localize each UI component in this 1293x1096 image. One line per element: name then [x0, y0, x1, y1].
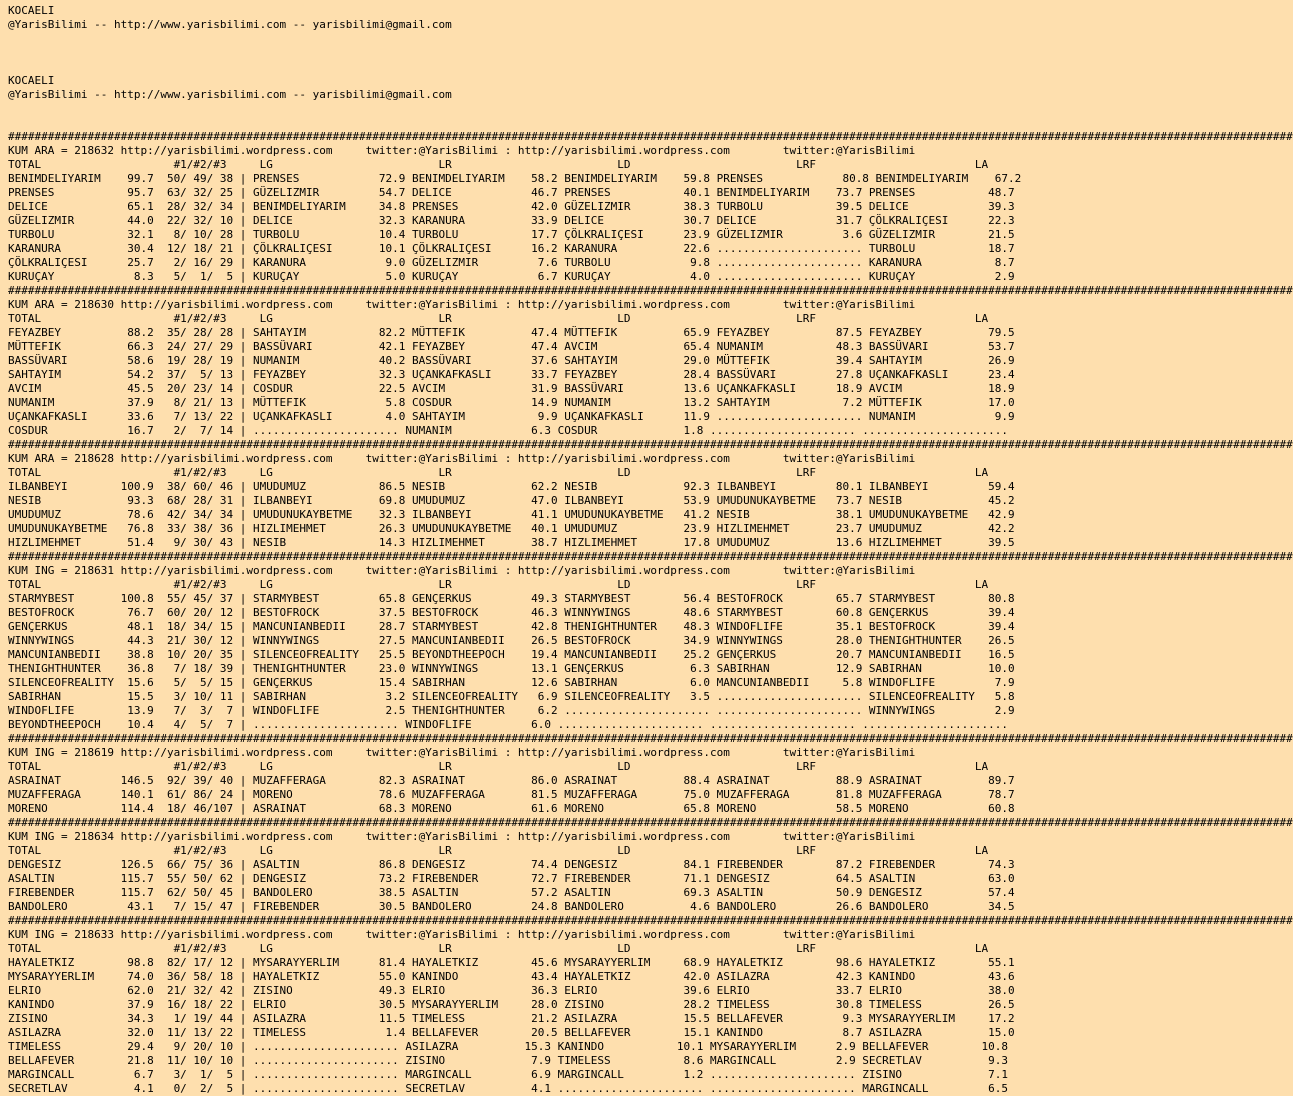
separator-line: ##################################################################################################################################################################################################: [8, 732, 1293, 745]
table-row: BANDOLERO 43.1 7/ 15/ 47 | FIREBENDER 30.5 BANDOLERO 24.8 BANDOLERO 4.6 BANDOLERO 26.6 BANDOLERO 34.5: [8, 900, 1015, 913]
text-line: KOCAELI: [8, 74, 55, 87]
table-row: FIREBENDER 115.7 62/ 50/ 45 | BANDOLERO 38.5 ASALTIN 57.2 ASALTIN 69.3 ASALTIN 50.9 DENGESIZ 57.4: [8, 886, 1015, 899]
column-header-line: TOTAL #1/#2/#3 LG LR LD LRF LA: [8, 578, 989, 591]
text-line: [8, 32, 1293, 46]
separator-line: ##################################################################################################################################################################################################: [8, 438, 1293, 451]
table-row: ILBANBEYI 100.9 38/ 60/ 46 | UMUDUMUZ 86.5 NESIB 62.2 NESIB 92.3 ILBANBEYI 80.1 ILBANBEYI 59.4: [8, 480, 1015, 493]
table-row: PRENSES 95.7 63/ 32/ 25 | GÜZELIZMIR 54.7 DELICE 46.7 PRENSES 40.1 BENIMDELIYARIM 73.7 PRENSES 48.7: [8, 186, 1015, 199]
table-row: MORENO 114.4 18/ 46/107 | ASRAINAT 68.3 MORENO 61.6 MORENO 65.8 MORENO 58.5 MORENO 60.8: [8, 802, 1015, 815]
table-row: FEYAZBEY 88.2 35/ 28/ 28 | SAHTAYIM 82.2 MÜTTEFIK 47.4 MÜTTEFIK 65.9 FEYAZBEY 87.5 FEYAZBEY 79.5: [8, 326, 1015, 339]
report-header: [8, 4, 1293, 130]
table-row: STARMYBEST 100.8 55/ 45/ 37 | STARMYBEST 65.8 GENÇERKUS 49.3 STARMYBEST 56.4 BESTOFROCK 65.7 STARMYBEST 80.8: [8, 592, 1015, 605]
table-row: TIMELESS 29.4 9/ 20/ 10 | ...................... ASILAZRA 15.3 KANINDO 10.1 MYSARAYYERLIM 2.9 BELLAFEVER 10.8: [8, 1040, 1009, 1053]
table-row: UMUDUMUZ 78.6 42/ 34/ 34 | UMUDUNUKAYBETME 32.3 ILBANBEYI 41.1 UMUDUNUKAYBETME 41.2 NESIB 38.1 UMUDUNUKAYBETME 42.9: [8, 508, 1015, 521]
table-row: GENÇERKUS 48.1 18/ 34/ 15 | MANCUNIANBEDII 28.7 STARMYBEST 42.8 THENIGHTHUNTER 48.3 WINDOFLIFE 35.1 BESTOFROCK 39.4: [8, 620, 1015, 633]
table-row: SAHTAYIM 54.2 37/ 5/ 13 | FEYAZBEY 32.3 UÇANKAFKASLI 33.7 FEYAZBEY 28.4 BASSÜVARI 27.8 UÇANKAFKASLI 23.4: [8, 368, 1015, 381]
table-row: DELICE 65.1 28/ 32/ 34 | BENIMDELIYARIM 34.8 PRENSES 42.0 GÜZELIZMIR 38.3 TURBOLU 39.5 DELICE 39.3: [8, 200, 1015, 213]
table-row: SILENCEOFREALITY 15.6 5/ 5/ 15 | GENÇERKUS 15.4 SABIRHAN 12.6 SABIRHAN 6.0 MANCUNIANBEDII 5.8 WINDOFLIFE 7.9: [8, 676, 1015, 689]
table-row: KANINDO 37.9 16/ 18/ 22 | ELRIO 30.5 MYSARAYYERLIM 28.0 ZISINO 28.2 TIMELESS 30.8 TIMELESS 26.5: [8, 998, 1015, 1011]
table-row: SECRETLAV 4.1 0/ 2/ 5 | ...................... SECRETLAV 4.1 ...................... ...................... MARGINCALL 6.5: [8, 1082, 1009, 1095]
table-row: MYSARAYYERLIM 74.0 36/ 58/ 18 | HAYALETKIZ 55.0 KANINDO 43.4 HAYALETKIZ 42.0 ASILAZRA 42.3 KANINDO 43.6: [8, 970, 1015, 983]
separator-line: ##################################################################################################################################################################################################: [8, 550, 1293, 563]
text-line: [8, 46, 1293, 60]
race-title-line: KUM ARA = 218628 http://yarisbilimi.wordpress.com twitter:@YarisBilimi : http://yarisbilimi.wordpress.com twitter:@YarisBilimi: [8, 452, 916, 465]
table-row: WINDOFLIFE 13.9 7/ 3/ 7 | WINDOFLIFE 2.5 THENIGHTHUNTER 6.2 ...................... ...................... WINNYWINGS 2.9: [8, 704, 1015, 717]
race-report-text: [8, 4, 1293, 1096]
table-row: ZISINO 34.3 1/ 19/ 44 | ASILAZRA 11.5 TIMELESS 21.2 ASILAZRA 15.5 BELLAFEVER 9.3 MYSARAYYERLIM 17.2: [8, 1012, 1015, 1025]
column-header-line: TOTAL #1/#2/#3 LG LR LD LRF LA: [8, 466, 989, 479]
column-header-line: TOTAL #1/#2/#3 LG LR LD LRF LA: [8, 158, 989, 171]
table-row: SABIRHAN 15.5 3/ 10/ 11 | SABIRHAN 3.2 SILENCEOFREALITY 6.9 SILENCEOFREALITY 3.5 ...................... SILENCEOFREALITY 5.8: [8, 690, 1015, 703]
race-title-line: KUM ARA = 218630 http://yarisbilimi.wordpress.com twitter:@YarisBilimi : http://yarisbilimi.wordpress.com twitter:@YarisBilimi: [8, 298, 916, 311]
text-line: KOCAELI: [8, 4, 55, 17]
race-block: [8, 914, 1293, 1096]
table-row: ASRAINAT 146.5 92/ 39/ 40 | MUZAFFERAGA 82.3 ASRAINAT 86.0 ASRAINAT 88.4 ASRAINAT 88.9 ASRAINAT 89.7: [8, 774, 1015, 787]
table-row: UMUDUNUKAYBETME 76.8 33/ 38/ 36 | HIZLIMEHMET 26.3 UMUDUNUKAYBETME 40.1 UMUDUMUZ 23.9 HIZLIMEHMET 23.7 UMUDUMUZ 42.2: [8, 522, 1015, 535]
table-row: MARGINCALL 6.7 3/ 1/ 5 | ...................... MARGINCALL 6.9 MARGINCALL 1.2 ...................... ZISINO 7.1: [8, 1068, 1009, 1081]
text-line: [8, 60, 1293, 74]
table-row: TURBOLU 32.1 8/ 10/ 28 | TURBOLU 10.4 TURBOLU 17.7 ÇÖLKRALIÇESI 23.9 GÜZELIZMIR 3.6 GÜZELIZMIR 21.5: [8, 228, 1015, 241]
table-row: MANCUNIANBEDII 38.8 10/ 20/ 35 | SILENCEOFREALITY 25.5 BEYONDTHEEPOCH 19.4 MANCUNIANBEDII 25.2 GENÇERKUS 20.7 MANCUNIANBEDII 16.5: [8, 648, 1015, 661]
table-row: WINNYWINGS 44.3 21/ 30/ 12 | WINNYWINGS 27.5 MANCUNIANBEDII 26.5 BESTOFROCK 34.9 WINNYWINGS 28.0 THENIGHTHUNTER 26.5: [8, 634, 1015, 647]
table-row: HAYALETKIZ 98.8 82/ 17/ 12 | MYSARAYYERLIM 81.4 HAYALETKIZ 45.6 MYSARAYYERLIM 68.9 HAYALETKIZ 98.6 HAYALETKIZ 55.1: [8, 956, 1015, 969]
text-line: @YarisBilimi -- http://www.yarisbilimi.com -- yarisbilimi@gmail.com: [8, 18, 452, 31]
column-header-line: TOTAL #1/#2/#3 LG LR LD LRF LA: [8, 312, 989, 325]
race-title-line: KUM ARA = 218632 http://yarisbilimi.wordpress.com twitter:@YarisBilimi : http://yarisbilimi.wordpress.com twitter:@YarisBilimi: [8, 144, 916, 157]
text-line: @YarisBilimi -- http://www.yarisbilimi.com -- yarisbilimi@gmail.com: [8, 88, 452, 101]
table-row: NESIB 93.3 68/ 28/ 31 | ILBANBEYI 69.8 UMUDUMUZ 47.0 ILBANBEYI 53.9 UMUDUNUKAYBETME 73.7 NESIB 45.2: [8, 494, 1015, 507]
race-block: [8, 732, 1293, 816]
table-row: MUZAFFERAGA 140.1 61/ 86/ 24 | MORENO 78.6 MUZAFFERAGA 81.5 MUZAFFERAGA 75.0 MUZAFFERAGA 81.8 MUZAFFERAGA 78.7: [8, 788, 1015, 801]
table-row: UÇANKAFKASLI 33.6 7/ 13/ 22 | UÇANKAFKASLI 4.0 SAHTAYIM 9.9 UÇANKAFKASLI 11.9 ...................... NUMANIM 9.9: [8, 410, 1015, 423]
table-row: KARANURA 30.4 12/ 18/ 21 | ÇÖLKRALIÇESI 10.1 ÇÖLKRALIÇESI 16.2 KARANURA 22.6 ...................... TURBOLU 18.7: [8, 242, 1015, 255]
table-row: BENIMDELIYARIM 99.7 50/ 49/ 38 | PRENSES 72.9 BENIMDELIYARIM 58.2 BENIMDELIYARIM 59.8 PRENSES 80.8 BENIMDELIYARIM 67.2: [8, 172, 1022, 185]
race-title-line: KUM ING = 218633 http://yarisbilimi.wordpress.com twitter:@YarisBilimi : http://yarisbilimi.wordpress.com twitter:@YarisBilimi: [8, 928, 916, 941]
table-row: ASILAZRA 32.0 11/ 13/ 22 | TIMELESS 1.4 BELLAFEVER 20.5 BELLAFEVER 15.1 KANINDO 8.7 ASILAZRA 15.0: [8, 1026, 1015, 1039]
race-title-line: KUM ING = 218631 http://yarisbilimi.wordpress.com twitter:@YarisBilimi : http://yarisbilimi.wordpress.com twitter:@YarisBilimi: [8, 564, 916, 577]
table-row: BEYONDTHEEPOCH 10.4 4/ 5/ 7 | ...................... WINDOFLIFE 6.0 ...................... ...................... ......................: [8, 718, 1009, 731]
text-line: [8, 116, 1293, 130]
race-block: [8, 130, 1293, 284]
table-row: COSDUR 16.7 2/ 7/ 14 | ...................... NUMANIM 6.3 COSDUR 1.8 ...................... ......................: [8, 424, 1009, 437]
race-block: [8, 438, 1293, 550]
race-block: [8, 284, 1293, 438]
table-row: AVCIM 45.5 20/ 23/ 14 | COSDUR 22.5 AVCIM 31.9 BASSÜVARI 13.6 UÇANKAFKASLI 18.9 AVCIM 18.9: [8, 382, 1015, 395]
table-row: GÜZELIZMIR 44.0 22/ 32/ 10 | DELICE 32.3 KARANURA 33.9 DELICE 30.7 DELICE 31.7 ÇÖLKRALIÇESI 22.3: [8, 214, 1015, 227]
table-row: BASSÜVARI 58.6 19/ 28/ 19 | NUMANIM 40.2 BASSÜVARI 37.6 SAHTAYIM 29.0 MÜTTEFIK 39.4 SAHTAYIM 26.9: [8, 354, 1015, 367]
column-header-line: TOTAL #1/#2/#3 LG LR LD LRF LA: [8, 942, 989, 955]
race-block: [8, 550, 1293, 732]
table-row: BESTOFROCK 76.7 60/ 20/ 12 | BESTOFROCK 37.5 BESTOFROCK 46.3 WINNYWINGS 48.6 STARMYBEST 60.8 GENÇERKUS 39.4: [8, 606, 1015, 619]
separator-line: ##################################################################################################################################################################################################: [8, 284, 1293, 297]
table-row: NUMANIM 37.9 8/ 21/ 13 | MÜTTEFIK 5.8 COSDUR 14.9 NUMANIM 13.2 SAHTAYIM 7.2 MÜTTEFIK 17.0: [8, 396, 1015, 409]
table-row: KURUÇAY 8.3 5/ 1/ 5 | KURUÇAY 5.0 KURUÇAY 6.7 KURUÇAY 4.0 ...................... KURUÇAY 2.9: [8, 270, 1015, 283]
table-row: DENGESIZ 126.5 66/ 75/ 36 | ASALTIN 86.8 DENGESIZ 74.4 DENGESIZ 84.1 FIREBENDER 87.2 FIREBENDER 74.3: [8, 858, 1015, 871]
table-row: ELRIO 62.0 21/ 32/ 42 | ZISINO 49.3 ELRIO 36.3 ELRIO 39.6 ELRIO 33.7 ELRIO 38.0: [8, 984, 1015, 997]
table-row: HIZLIMEHMET 51.4 9/ 30/ 43 | NESIB 14.3 HIZLIMEHMET 38.7 HIZLIMEHMET 17.8 UMUDUMUZ 13.6 HIZLIMEHMET 39.5: [8, 536, 1015, 549]
table-row: ÇÖLKRALIÇESI 25.7 2/ 16/ 29 | KARANURA 9.0 GÜZELIZMIR 7.6 TURBOLU 9.8 ...................... KARANURA 8.7: [8, 256, 1015, 269]
table-row: THENIGHTHUNTER 36.8 7/ 18/ 39 | THENIGHTHUNTER 23.0 WINNYWINGS 13.1 GENÇERKUS 6.3 SABIRHAN 12.9 SABIRHAN 10.0: [8, 662, 1015, 675]
table-row: ASALTIN 115.7 55/ 50/ 62 | DENGESIZ 73.2 FIREBENDER 72.7 FIREBENDER 71.1 DENGESIZ 64.5 ASALTIN 63.0: [8, 872, 1015, 885]
table-row: BELLAFEVER 21.8 11/ 10/ 10 | ...................... ZISINO 7.9 TIMELESS 8.6 MARGINCALL 2.9 SECRETLAV 9.3: [8, 1054, 1009, 1067]
separator-line: ##################################################################################################################################################################################################: [8, 914, 1293, 927]
race-title-line: KUM ING = 218619 http://yarisbilimi.wordpress.com twitter:@YarisBilimi : http://yarisbilimi.wordpress.com twitter:@YarisBilimi: [8, 746, 916, 759]
separator-line: ##################################################################################################################################################################################################: [8, 130, 1293, 143]
text-line: [8, 102, 1293, 116]
column-header-line: TOTAL #1/#2/#3 LG LR LD LRF LA: [8, 760, 989, 773]
column-header-line: TOTAL #1/#2/#3 LG LR LD LRF LA: [8, 844, 989, 857]
separator-line: ##################################################################################################################################################################################################: [8, 816, 1293, 829]
table-row: MÜTTEFIK 66.3 24/ 27/ 29 | BASSÜVARI 42.1 FEYAZBEY 47.4 AVCIM 65.4 NUMANIM 48.3 BASSÜVARI 53.7: [8, 340, 1015, 353]
race-title-line: KUM ING = 218634 http://yarisbilimi.wordpress.com twitter:@YarisBilimi : http://yarisbilimi.wordpress.com twitter:@YarisBilimi: [8, 830, 916, 843]
race-block: [8, 816, 1293, 914]
